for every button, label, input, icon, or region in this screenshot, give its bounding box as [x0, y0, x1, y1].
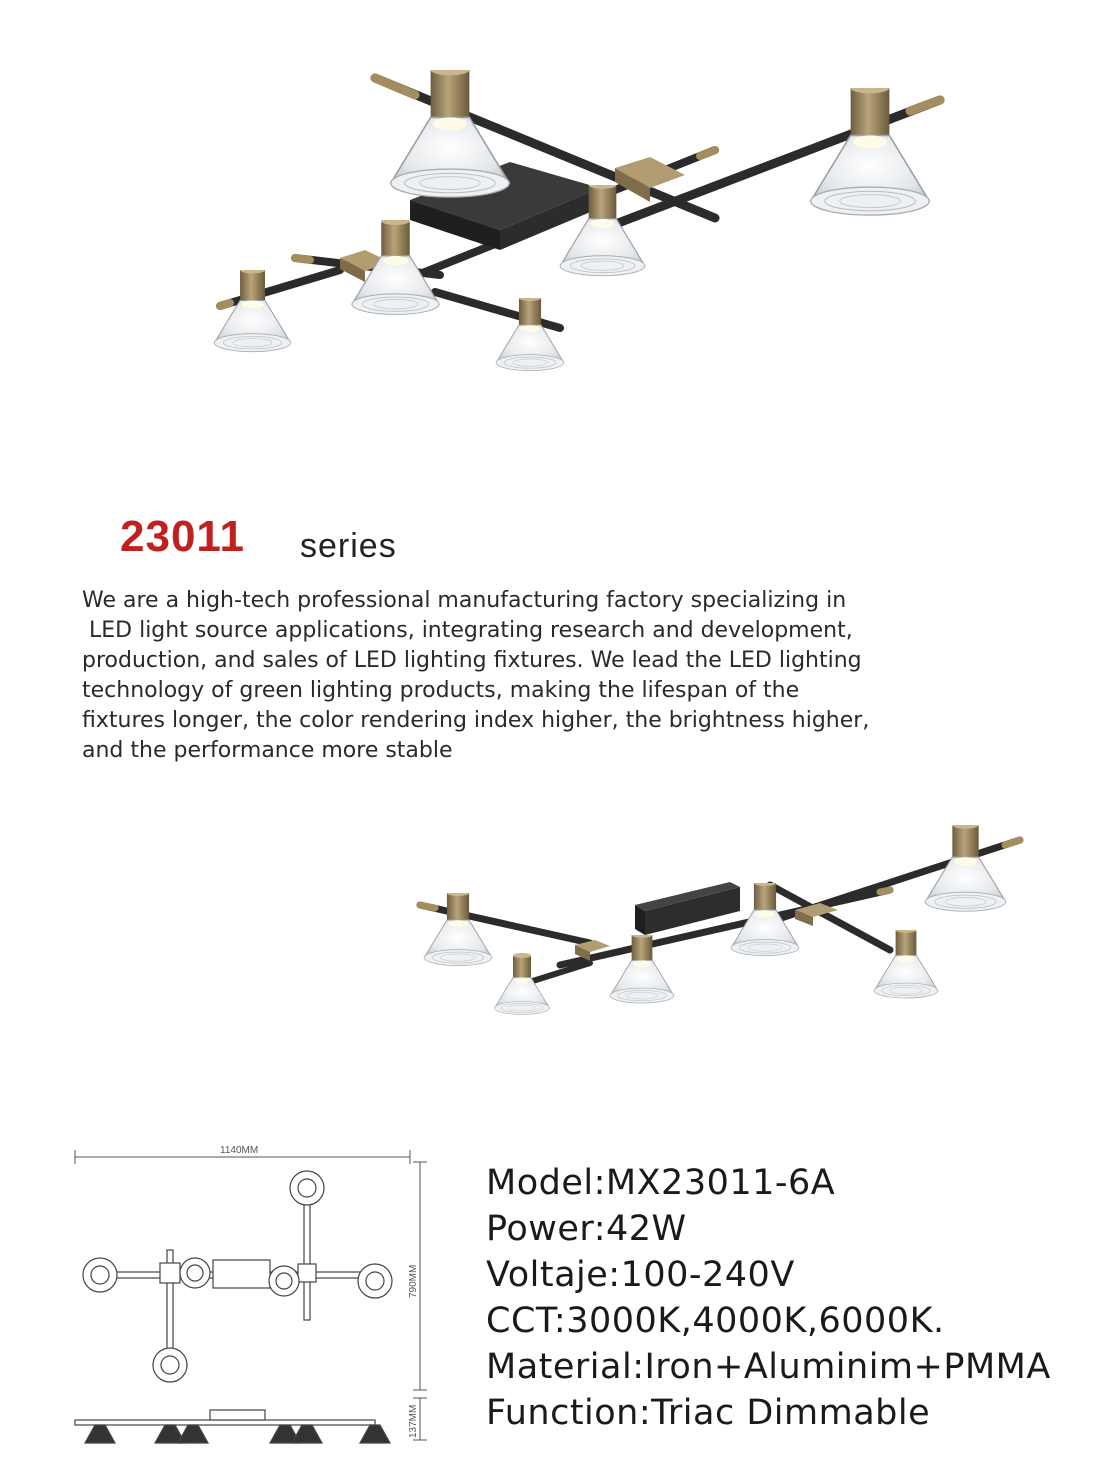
product-image-angled [200, 60, 960, 390]
description-line: LED light source applications, integrating research and development, [82, 618, 853, 643]
product-image-side [410, 825, 1050, 1025]
spec-list [486, 1160, 1051, 1436]
spec-model: Model:MX23011-6A [486, 1163, 836, 1203]
lamp-shade [214, 267, 290, 352]
side-view [75, 1410, 390, 1443]
description-line: and the performance more stable [82, 738, 453, 763]
series-label: series [300, 527, 397, 565]
plan-view [83, 1171, 392, 1382]
spec-function: Function:Triac Dimmable [486, 1393, 931, 1433]
series-number: 23011 [120, 512, 245, 561]
spec-power: Power:42W [486, 1209, 687, 1249]
spec-cct: CCT:3000K,4000K,6000K. [486, 1301, 945, 1341]
description-line: production, and sales of LED lighting fixtures. We lead the LED lighting [82, 648, 862, 673]
spec-voltage: Voltaje:100-240V [486, 1255, 795, 1295]
description-line: technology of green lighting products, making the lifespan of the [82, 678, 800, 703]
spec-material: Material:Iron+Aluminim+PMMA [486, 1347, 1051, 1387]
description [82, 586, 962, 766]
description-line: We are a high-tech professional manufacturing factory specializing in [82, 588, 847, 613]
lamp-shade [496, 295, 564, 371]
height-dimension-label: 137MM [408, 1404, 419, 1438]
description-line: fixtures longer, the color rendering index higher, the brightness higher, [82, 708, 870, 733]
lamp-shade [811, 83, 929, 215]
dimension-drawing [70, 1140, 440, 1455]
lamp-shade [391, 65, 509, 197]
width-dimension-label: 1140MM [220, 1145, 259, 1156]
lamp-shade [495, 953, 550, 1015]
lamp-shade [874, 927, 937, 998]
lamp-shade [424, 890, 492, 966]
depth-dimension-label: 790MM [408, 1264, 419, 1298]
